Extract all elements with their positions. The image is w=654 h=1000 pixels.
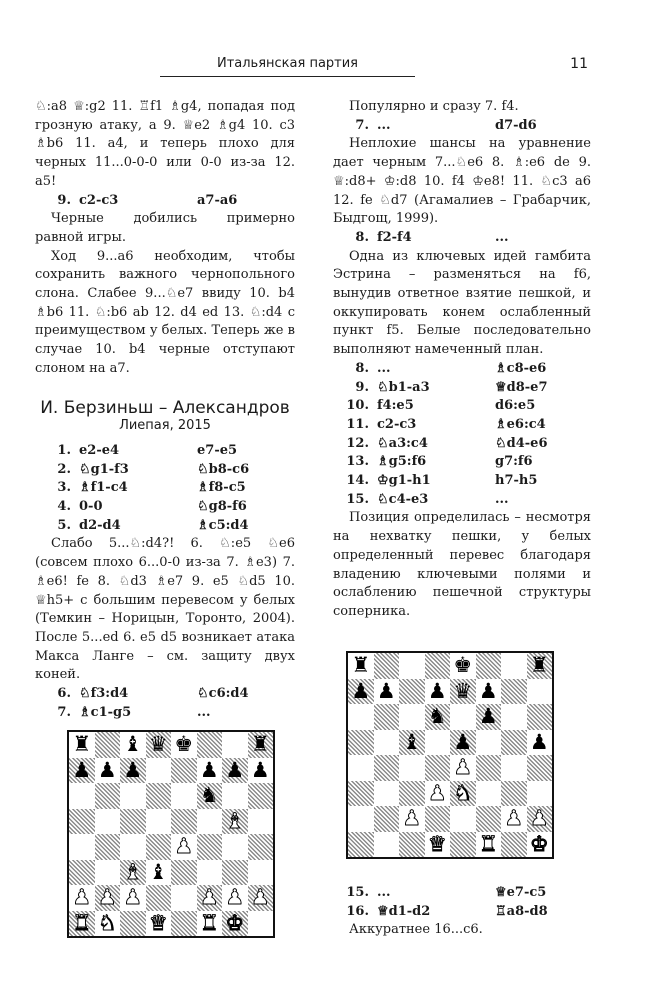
white-knight-piece: ♞ <box>453 780 473 805</box>
board-square <box>476 653 502 679</box>
board-square <box>476 832 502 858</box>
move-row <box>333 229 591 248</box>
black-pawn-piece: ♟ <box>250 757 270 782</box>
white-pawn-piece: ♟ <box>250 885 270 910</box>
board-square <box>501 704 527 730</box>
white-move: f2-f4 <box>377 229 412 245</box>
board-square <box>374 730 400 756</box>
black-move: ♗f8-c5 <box>197 480 246 496</box>
board-square <box>146 834 172 860</box>
board-square <box>450 755 476 781</box>
board-square <box>374 679 400 705</box>
black-move: ♖a8-d8 <box>495 903 548 919</box>
black-rook-piece: ♜ <box>250 732 270 757</box>
board-square <box>450 679 476 705</box>
board-square <box>425 781 451 807</box>
white-move: c2-c3 <box>377 416 417 432</box>
board-square <box>69 732 95 758</box>
white-pawn-piece: ♟ <box>97 885 117 910</box>
board-square <box>222 758 248 784</box>
board-square <box>146 809 172 835</box>
black-rook-piece: ♜ <box>529 653 549 678</box>
move-row <box>35 498 295 517</box>
board-square <box>248 860 274 886</box>
white-move: e2-e4 <box>79 442 120 458</box>
white-rook-piece: ♜ <box>478 831 498 856</box>
header-rule <box>160 76 415 77</box>
black-knight-piece: ♞ <box>427 704 447 729</box>
move-row <box>35 192 295 211</box>
white-pawn-piece: ♟ <box>199 885 219 910</box>
move-number: 1. <box>57 442 71 458</box>
black-pawn-piece: ♟ <box>97 757 117 782</box>
black-king-piece: ♚ <box>174 732 194 757</box>
board-square <box>120 809 146 835</box>
board-square <box>348 755 374 781</box>
board-square <box>348 730 374 756</box>
white-pawn-piece: ♟ <box>529 806 549 831</box>
white-pawn-piece: ♟ <box>427 780 447 805</box>
paragraph: Неплохие шансы на уравнение дает черным 7...♘e6 8. ♗:e6 de 9. ♕:d8+ ♔:d8 10. f4 ♔e8! 11. ♘c3 a6 12. fe ♘d7 (Агамалиев – Грабарчик, Быдгощ, 1999). <box>333 136 591 227</box>
board-square <box>374 806 400 832</box>
board-square <box>222 860 248 886</box>
black-pawn-piece: ♟ <box>376 678 396 703</box>
move-number: 3. <box>57 480 71 496</box>
board-square <box>222 834 248 860</box>
board-square <box>120 911 146 937</box>
board-square <box>95 885 121 911</box>
board-square <box>425 704 451 730</box>
black-move: ... <box>197 704 211 720</box>
move-number: 11. <box>346 416 369 432</box>
board-square <box>197 860 223 886</box>
black-move: ♘g8-f6 <box>197 499 247 515</box>
black-rook-piece: ♜ <box>351 653 371 678</box>
board-square <box>95 911 121 937</box>
move-row <box>333 453 591 472</box>
board-square <box>476 730 502 756</box>
right-column <box>333 98 591 622</box>
paragraph: Популярно и сразу 7. f4. <box>349 99 519 114</box>
board-square <box>120 732 146 758</box>
board-square <box>450 806 476 832</box>
black-move: ♗c5:d4 <box>197 517 249 533</box>
move-number: 7. <box>57 704 71 720</box>
right-column-bottom <box>333 884 591 940</box>
white-move: d2-d4 <box>79 517 121 533</box>
board-square <box>527 730 553 756</box>
black-pawn-piece: ♟ <box>478 678 498 703</box>
board-square <box>476 781 502 807</box>
black-move: e7-e5 <box>197 442 238 458</box>
black-move: ♗c8-e6 <box>495 360 547 376</box>
black-rook-piece: ♜ <box>72 732 92 757</box>
move-row <box>35 517 295 536</box>
white-move: ♕d1-d2 <box>377 903 431 919</box>
white-rook-piece: ♜ <box>199 910 219 935</box>
board-square <box>197 885 223 911</box>
board-square <box>197 911 223 937</box>
paragraph: Ход 9...a6 необходим, чтобы сохранить важного чернопольного слона. Слабее 9...♘e7 ввиду 10. b4 ♗b6 11. ♘:b6 ab 12. d4 ed 13. ♘:d4 с преимуществом у белых. Теперь же в случае 10. b4 черные отступают слоном на a7. <box>35 248 295 376</box>
board-square <box>348 679 374 705</box>
black-queen-piece: ♛ <box>148 732 168 757</box>
move-table <box>333 229 591 248</box>
board-square <box>69 809 95 835</box>
black-bishop-piece: ♝ <box>123 732 143 757</box>
chess-board-2 <box>346 651 554 859</box>
black-move: d6:e5 <box>495 398 536 414</box>
move-number: 10. <box>346 398 369 414</box>
board-square <box>69 911 95 937</box>
board-square <box>501 755 527 781</box>
board-square <box>222 809 248 835</box>
board-square <box>527 781 553 807</box>
black-pawn-piece: ♟ <box>427 678 447 703</box>
board-square <box>501 781 527 807</box>
board-square <box>197 809 223 835</box>
board-square <box>120 834 146 860</box>
board-square <box>171 885 197 911</box>
white-queen-piece: ♛ <box>148 910 168 935</box>
board-square <box>399 653 425 679</box>
move-row <box>35 704 295 723</box>
board-square <box>146 732 172 758</box>
board-square <box>527 832 553 858</box>
board-square <box>425 653 451 679</box>
board-square <box>527 806 553 832</box>
board-square <box>222 783 248 809</box>
board-square <box>425 679 451 705</box>
board-square <box>399 704 425 730</box>
move-number: 14. <box>346 473 369 489</box>
white-move: ♗f1-c4 <box>79 480 128 496</box>
black-move: ♕d8-e7 <box>495 379 548 395</box>
board-square <box>450 781 476 807</box>
move-table <box>333 360 591 510</box>
board-square <box>146 860 172 886</box>
board-square <box>95 809 121 835</box>
black-move: a7-a6 <box>197 192 238 208</box>
white-king-piece: ♚ <box>529 831 549 856</box>
white-move: ♘a3:c4 <box>377 435 428 451</box>
board-square <box>171 732 197 758</box>
white-move: ♘g1-f3 <box>79 461 129 477</box>
board-square <box>248 834 274 860</box>
white-pawn-piece: ♟ <box>402 806 422 831</box>
white-move: ♘f3:d4 <box>79 686 129 702</box>
board-square <box>374 781 400 807</box>
board-square <box>450 653 476 679</box>
move-number: 9. <box>57 192 71 208</box>
black-move: ♕e7-c5 <box>495 885 547 900</box>
board-square <box>399 679 425 705</box>
black-queen-piece: ♛ <box>453 678 473 703</box>
board-square <box>527 679 553 705</box>
board-square <box>476 679 502 705</box>
move-number: 13. <box>346 454 369 470</box>
white-move: ... <box>377 360 391 376</box>
white-move: 0-0 <box>79 499 103 515</box>
white-pawn-piece: ♟ <box>174 834 194 859</box>
move-row <box>35 685 295 704</box>
board-square <box>374 755 400 781</box>
board-square <box>146 758 172 784</box>
move-row <box>333 884 591 903</box>
move-number: 15. <box>346 885 369 900</box>
black-pawn-piece: ♟ <box>453 729 473 754</box>
board-square <box>501 806 527 832</box>
move-table <box>35 192 295 211</box>
black-move: ... <box>495 491 509 507</box>
board-square <box>425 806 451 832</box>
board-square <box>171 758 197 784</box>
black-pawn-piece: ♟ <box>225 757 245 782</box>
board-square <box>399 806 425 832</box>
board-square <box>476 806 502 832</box>
move-number: 2. <box>57 461 71 477</box>
move-row <box>333 472 591 491</box>
board-square <box>248 911 274 937</box>
white-pawn-piece: ♟ <box>225 885 245 910</box>
white-move: ♗c1-g5 <box>79 704 132 720</box>
black-move: ... <box>495 229 509 245</box>
paragraph: Аккуратнее 16...c6. <box>349 922 483 938</box>
board-square <box>120 783 146 809</box>
left-column <box>35 98 295 723</box>
board-square <box>425 730 451 756</box>
move-number: 6. <box>57 686 71 702</box>
black-move: ♘d4-e6 <box>495 435 548 451</box>
board-square <box>69 834 95 860</box>
white-pawn-piece: ♟ <box>72 885 92 910</box>
board-square <box>222 911 248 937</box>
move-row <box>333 379 591 398</box>
paragraph: ♘:a8 ♕:g2 11. ♖f1 ♗g4, попадая под грозную атаку, а 9. ♕e2 ♗g4 10. c3 ♗b6 11. a4, и теперь плохо для черных 11...0-0-0 или 0-0 из-за 12. a5! <box>35 99 295 189</box>
white-move: ♘c4-e3 <box>377 491 429 507</box>
white-king-piece: ♚ <box>225 910 245 935</box>
move-table <box>35 442 295 536</box>
black-knight-piece: ♞ <box>199 783 219 808</box>
move-number: 4. <box>57 499 71 515</box>
black-pawn-piece: ♟ <box>199 757 219 782</box>
black-move: h7-h5 <box>495 473 538 489</box>
board-square <box>348 704 374 730</box>
board-square <box>95 783 121 809</box>
board-square <box>120 860 146 886</box>
move-row <box>35 461 295 480</box>
game-place: Лиепая, 2015 <box>119 418 211 434</box>
move-number: 8. <box>355 360 369 376</box>
running-header: Итальянская партия <box>216 56 359 71</box>
move-number: 8. <box>355 229 369 245</box>
board-square <box>171 911 197 937</box>
move-row <box>35 479 295 498</box>
board-square <box>399 832 425 858</box>
board-square <box>69 860 95 886</box>
black-pawn-piece: ♟ <box>529 729 549 754</box>
white-move: ♗g5:f6 <box>377 454 427 470</box>
board-square <box>248 783 274 809</box>
board-square <box>476 704 502 730</box>
paragraph: Одна из ключевых идей гамбита Эстрина – разменяться на f6, вынудив ответное взятие пешкой, и оккупировать конем ослабленный пункт f5. Белые последовательно выполняют намеченный план. <box>333 248 591 358</box>
move-row <box>35 442 295 461</box>
board-square <box>120 758 146 784</box>
board-square <box>120 885 146 911</box>
white-move: ♘b1-a3 <box>377 379 430 395</box>
board-square <box>95 758 121 784</box>
black-pawn-piece: ♟ <box>351 678 371 703</box>
board-square <box>501 653 527 679</box>
board-square <box>450 730 476 756</box>
black-move: ♗e6:c4 <box>495 416 546 432</box>
board-square <box>171 860 197 886</box>
board-square <box>501 832 527 858</box>
white-move: c2-c3 <box>79 192 119 208</box>
board-square <box>171 809 197 835</box>
black-bishop-piece: ♝ <box>148 859 168 884</box>
move-number: 16. <box>346 903 369 919</box>
black-pawn-piece: ♟ <box>478 704 498 729</box>
board-square <box>476 755 502 781</box>
paragraph: Слабо 5...♘:d4?! 6. ♘:e5 ♘e6 (совсем плохо 6...0-0 из-за 7. ♗e3) 7. ♗e6! fe 8. ♘d3 ♗e7 9. e5 ♘d5 10. ♕h5+ с большим перевесом у белых (Темкин – Норицын, Торонто, 2004). После 5...ed 6. e5 d5 возникает атака Макса Ланге – см. защиту двух коней. <box>35 536 295 683</box>
board-square <box>69 783 95 809</box>
black-king-piece: ♚ <box>453 653 473 678</box>
board-square <box>69 758 95 784</box>
move-number: 12. <box>346 435 369 451</box>
board-square <box>450 832 476 858</box>
board-square <box>171 783 197 809</box>
move-table <box>333 884 591 921</box>
board-square <box>222 885 248 911</box>
move-row <box>333 435 591 454</box>
white-move: ... <box>377 885 391 900</box>
black-move: d7-d6 <box>495 117 537 133</box>
black-bishop-piece: ♝ <box>402 729 422 754</box>
board-square <box>171 834 197 860</box>
board-square <box>501 730 527 756</box>
move-number: 5. <box>57 517 71 533</box>
board-square <box>348 806 374 832</box>
board-square <box>248 758 274 784</box>
move-number: 7. <box>355 117 369 133</box>
paragraph: Позиция определилась – несмотря на нехватку пешки, у белых определенный перевес благодаря владению ключевыми полями и ослаблению пешечной структуры соперника. <box>333 510 591 619</box>
chess-board-1 <box>67 730 275 938</box>
paragraph: Черные добились примерно равной игры. <box>35 211 295 245</box>
move-row <box>333 360 591 379</box>
move-row <box>333 117 591 136</box>
board-square <box>95 732 121 758</box>
move-row <box>333 397 591 416</box>
black-pawn-piece: ♟ <box>72 757 92 782</box>
board-square <box>399 730 425 756</box>
board-square <box>348 832 374 858</box>
board-square <box>527 704 553 730</box>
board-square <box>197 758 223 784</box>
board-square <box>69 885 95 911</box>
move-row <box>333 903 591 922</box>
board-square <box>146 885 172 911</box>
board-square <box>425 755 451 781</box>
board-square <box>146 911 172 937</box>
board-square <box>374 832 400 858</box>
board-square <box>374 704 400 730</box>
move-number: 15. <box>346 491 369 507</box>
white-pawn-piece: ♟ <box>123 885 143 910</box>
white-bishop-piece: ♝ <box>123 859 143 884</box>
black-move: g7:f6 <box>495 454 533 470</box>
white-pawn-piece: ♟ <box>453 755 473 780</box>
board-square <box>197 834 223 860</box>
white-pawn-piece: ♟ <box>504 806 524 831</box>
board-square <box>450 704 476 730</box>
board-square <box>248 732 274 758</box>
board-square <box>527 653 553 679</box>
board-square <box>146 783 172 809</box>
board-square <box>527 755 553 781</box>
board-square <box>348 781 374 807</box>
white-queen-piece: ♛ <box>427 831 447 856</box>
black-move: ♘b8-c6 <box>197 461 250 477</box>
white-knight-piece: ♞ <box>97 910 117 935</box>
board-square <box>248 809 274 835</box>
board-square <box>95 860 121 886</box>
board-square <box>425 832 451 858</box>
move-row <box>333 491 591 510</box>
game-title: И. Берзиньш – Александров <box>40 397 290 418</box>
white-bishop-piece: ♝ <box>225 808 245 833</box>
board-square <box>374 653 400 679</box>
page-number: 11 <box>570 56 588 72</box>
move-table <box>35 685 295 722</box>
move-row <box>333 416 591 435</box>
white-move: ... <box>377 117 391 133</box>
board-square <box>95 834 121 860</box>
board-square <box>501 679 527 705</box>
white-rook-piece: ♜ <box>72 910 92 935</box>
board-square <box>248 885 274 911</box>
white-move: ♔g1-h1 <box>377 473 431 489</box>
black-pawn-piece: ♟ <box>123 757 143 782</box>
move-table <box>333 117 591 136</box>
board-square <box>197 783 223 809</box>
board-square <box>197 732 223 758</box>
board-square <box>399 755 425 781</box>
black-move: ♘c6:d4 <box>197 686 249 702</box>
board-square <box>348 653 374 679</box>
white-move: f4:e5 <box>377 398 414 414</box>
move-number: 9. <box>355 379 369 395</box>
board-square <box>399 781 425 807</box>
board-square <box>222 732 248 758</box>
